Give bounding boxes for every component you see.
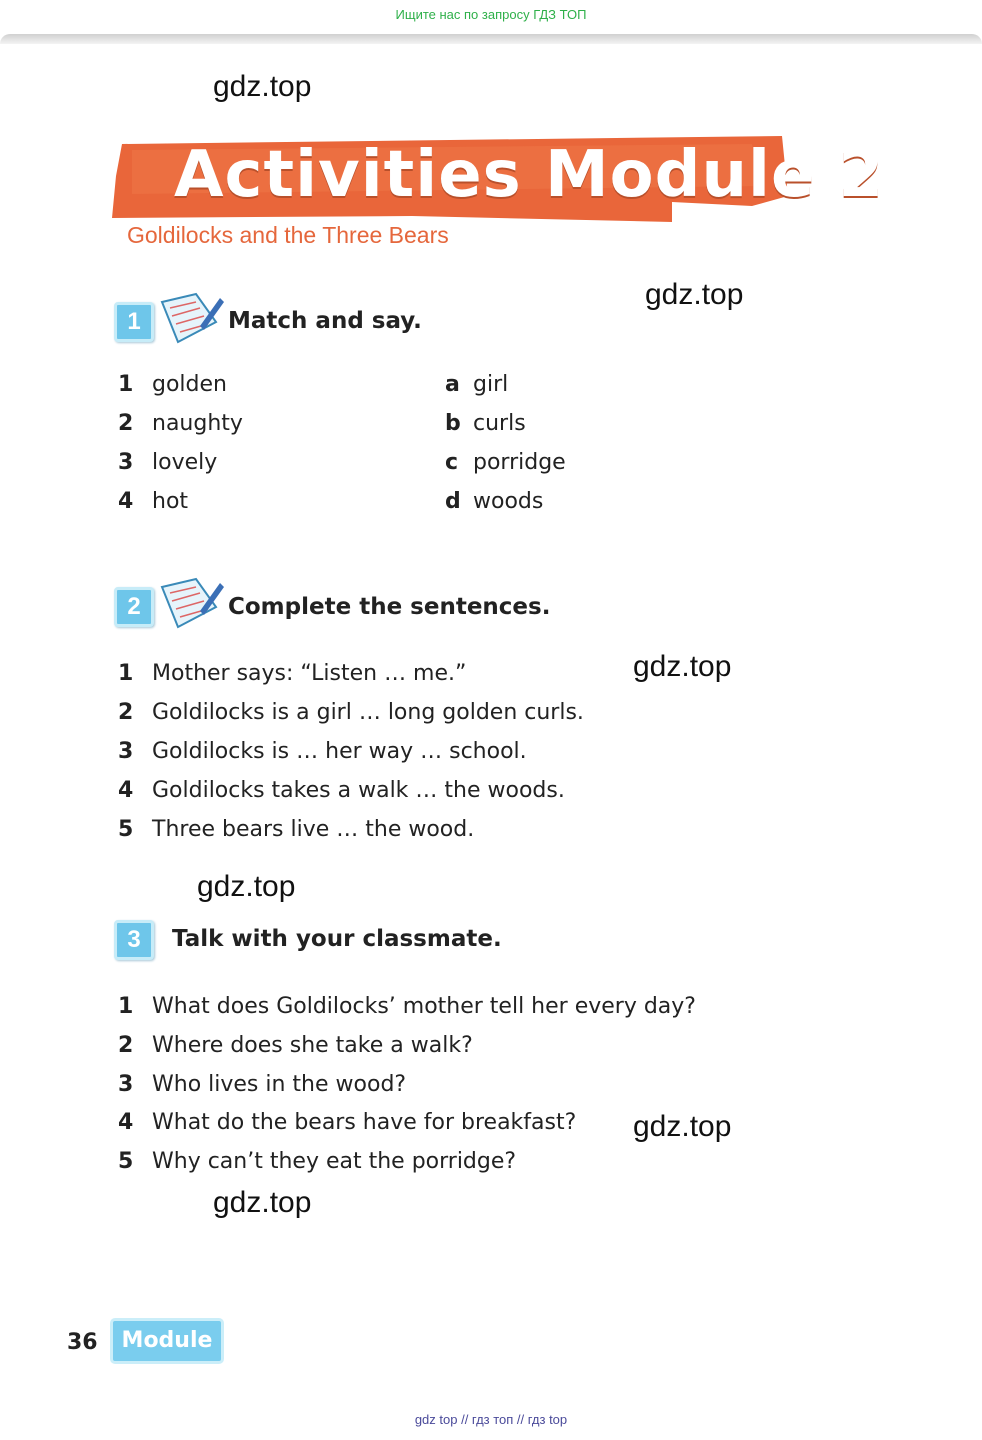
list-item: 3 Who lives in the wood? (118, 1072, 407, 1097)
list-item: 1 golden (118, 372, 227, 397)
top-banner[interactable]: Ищите нас по запросу ГДЗ ТОП (395, 7, 587, 22)
footer-links[interactable]: gdz top // гдз топ // гдз top (414, 1412, 568, 1427)
list-item: 1 Mother says: “Listen … me.” (118, 661, 467, 686)
list-item: a girl (445, 372, 509, 397)
exercise-2-badge: 2 (114, 587, 154, 627)
exercise-2-heading: Complete the sentences. (228, 594, 551, 620)
list-item: b curls (445, 411, 526, 436)
page-edge (0, 34, 982, 44)
watermark: gdz.top (633, 650, 732, 683)
list-item: 4 hot (118, 489, 189, 514)
watermark: gdz.top (213, 1186, 312, 1219)
list-item: 2 naughty (118, 411, 243, 436)
module-title: Activities Module 2 (174, 138, 885, 212)
watermark: gdz.top (633, 1110, 732, 1143)
list-item: 3 Goldilocks is … her way … school. (118, 739, 527, 764)
list-item: 5 Why can’t they eat the porridge? (118, 1149, 517, 1174)
list-item: 2 Goldilocks is a girl … long golden curls. (118, 700, 584, 725)
list-item: c porridge (445, 450, 566, 475)
watermark: gdz.top (645, 278, 744, 311)
module-tab: Module 2 (110, 1318, 224, 1364)
list-item: 5 Three bears live … the wood. (118, 817, 475, 842)
list-item: 4 Goldilocks takes a walk … the woods. (118, 778, 565, 803)
exercise-1-heading: Match and say. (228, 308, 422, 334)
exercise-3-badge: 3 (114, 920, 154, 960)
watermark: gdz.top (213, 70, 312, 103)
exercise-3-heading: Talk with your classmate. (172, 926, 502, 952)
title-banner (112, 136, 885, 222)
list-item: 1 What does Goldilocks’ mother tell her every day? (118, 994, 696, 1019)
list-item: d woods (445, 489, 544, 514)
watermark: gdz.top (197, 870, 296, 903)
list-item: 4 What do the bears have for breakfast? (118, 1110, 577, 1135)
exercise-1-badge: 1 (114, 302, 154, 342)
notebook-pencil-icon (156, 292, 224, 346)
list-item: 3 lovely (118, 450, 218, 475)
list-item: 2 Where does she take a walk? (118, 1033, 473, 1058)
story-subtitle: Goldilocks and the Three Bears (127, 222, 449, 248)
page-number: 36 (67, 1330, 98, 1355)
notebook-pencil-icon (156, 577, 224, 631)
